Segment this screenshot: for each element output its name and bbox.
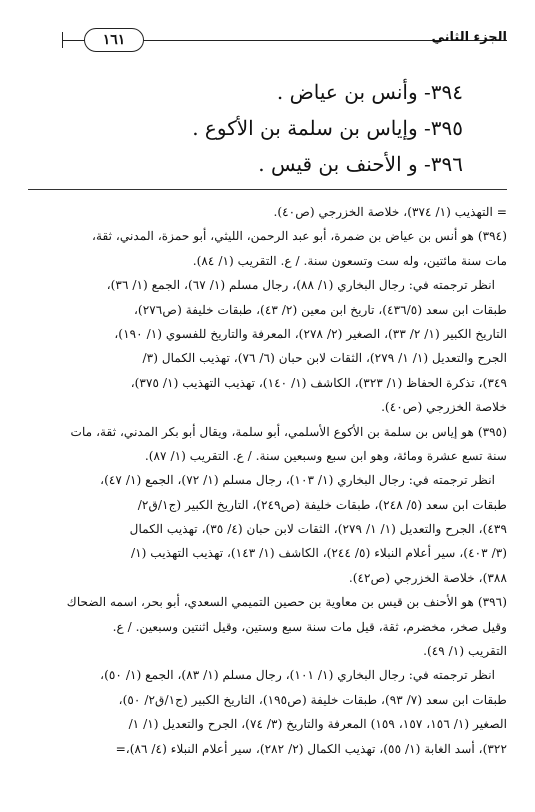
footnote-line: الصغير (١/ ١٥٦، ١٥٧، ١٥٩) المعرفة والتاريخ (٣/ ٧٤)، الجرح والتعديل (١/ ١/ <box>128 717 507 732</box>
main-entry-395: ٣٩٥- وإياس بن سلمة بن الأكوع . <box>192 116 463 140</box>
page-number: ١٦١ <box>84 28 144 52</box>
header-rule-cap <box>62 32 63 48</box>
footnote-line: ٣٢٢)، أسد الغابة (١/ ٥٥)، تهذيب الكمال (٢/ ٢٨٢)، سير أعلام النبلاء (٤/ ٨٦)،= <box>115 741 507 756</box>
footnote-line: طبقات ابن سعد (٧/ ٩٣)، طبقات خليفة (ص١٩٥)، التاريخ الكبير (ج١/ق٢/ ٥٠)، <box>118 692 507 707</box>
footnote-line: ٣٨٨)، خلاصة الخزرجي (ص٤٢). <box>348 570 507 585</box>
footnote-line: سنة تسع عشرة ومائة، وهو ابن سبع وسبعين سنة. / ع. التقريب (١/ ٨٧). <box>144 448 507 463</box>
footnote-line: وقيل صخر، مخضرم، ثقة، قيل مات سنة سبع وستين، وقيل اثنتين وسبعين. / ع. <box>112 619 507 634</box>
footnote-line: ٣٤٩)، تذكرة الحفاظ (١/ ٣٢٣)، الكاشف (١/ ١٤٠)، تهذيب التهذيب (١/ ٣٧٥)، <box>130 375 507 390</box>
footnote-line: انظر ترجمته في: رجال البخاري (١/ ١٠٣)، رجال مسلم (١/ ٧٢)، الجمع (١/ ٤٧)، <box>100 473 495 488</box>
footnote-line: ٤٣٩)، الجرح والتعديل (١/ ١/ ٢٧٩)، الثقات لابن حبان (٤/ ٣٥)، تهذيب الكمال <box>129 522 507 537</box>
footnote-line: (٣٩٦) هو الأحنف بن قيس بن معاوية بن حصين التميمي السعدي، أبو بحر، اسمه الضحاك <box>66 595 507 610</box>
main-entry-394: ٣٩٤- وأنس بن عياض . <box>276 80 463 104</box>
footnote-line: (٣/ ٤٠٣)، سير أعلام النبلاء (٥/ ٢٤٤)، الكاشف (١/ ١٤٣)، تهذيب التهذيب (١/ <box>131 546 507 561</box>
footnote-line: التاريخ الكبير (١/ ٢/ ٣٣)، الصغير (٢/ ٢٧٨)، المعرفة والتاريخ للفسوي (١/ ١٩٠)، <box>114 326 507 341</box>
page-header <box>62 28 507 56</box>
footnote-line: انظر ترجمته في: رجال البخاري (١/ ٨٨)، رجال مسلم (١/ ٦٧)، الجمع (١/ ٣٦)، <box>106 278 495 293</box>
footnote-line: خلاصة الخزرجي (ص٤٠). <box>381 400 507 415</box>
footnote-separator <box>28 189 507 190</box>
running-head: الجزء الثاني <box>431 30 507 45</box>
footnote-line: الجرح والتعديل (١/ ١/ ٢٧٩)، الثقات لابن حبان (٦/ ٧٦)، تهذيب الكمال (٣/ <box>142 351 507 366</box>
footnote-line: انظر ترجمته في: رجال البخاري (١/ ١٠١)، رجال مسلم (١/ ٨٣)، الجمع (١/ ٥٠)، <box>100 668 495 683</box>
main-entry-396: ٣٩٦- و الأحنف بن قيس . <box>258 152 463 176</box>
footnote-line: (٣٩٥) هو إياس بن سلمة بن الأكوع الأسلمي، أبو سلمة، ويقال أبو بكر المدني، ثقة، مات <box>70 424 507 439</box>
footnote-line: طبقات ابن سعد (٥/ ٢٤٨)، طبقات خليفة (ص٢٤٩)، التاريخ الكبير (ج١/ق٢/ <box>137 497 507 512</box>
footnote-line: طبقات ابن سعد (٤٣٦/٥)، تاريخ ابن معين (٢/ ٤٣)، طبقات خليفة (ص٢٧٦)، <box>133 302 507 317</box>
main-text <box>43 74 463 182</box>
footnotes <box>30 200 507 761</box>
footnote-line: التقريب (١/ ٤٩). <box>423 644 507 659</box>
footnote-line: مات سنة مائتين، وله ست وتسعون سنة. / ع. التقريب (١/ ٨٤). <box>192 253 507 268</box>
footnote-line: (٣٩٤) هو أنس بن عياض بن ضمرة، أبو عبد الرحمن، الليثي، أبو حمزة، المدني، ثقة، <box>92 229 507 244</box>
footnote-line: = التهذيب (١/ ٣٧٤)، خلاصة الخزرجي (ص٤٠). <box>273 205 507 219</box>
